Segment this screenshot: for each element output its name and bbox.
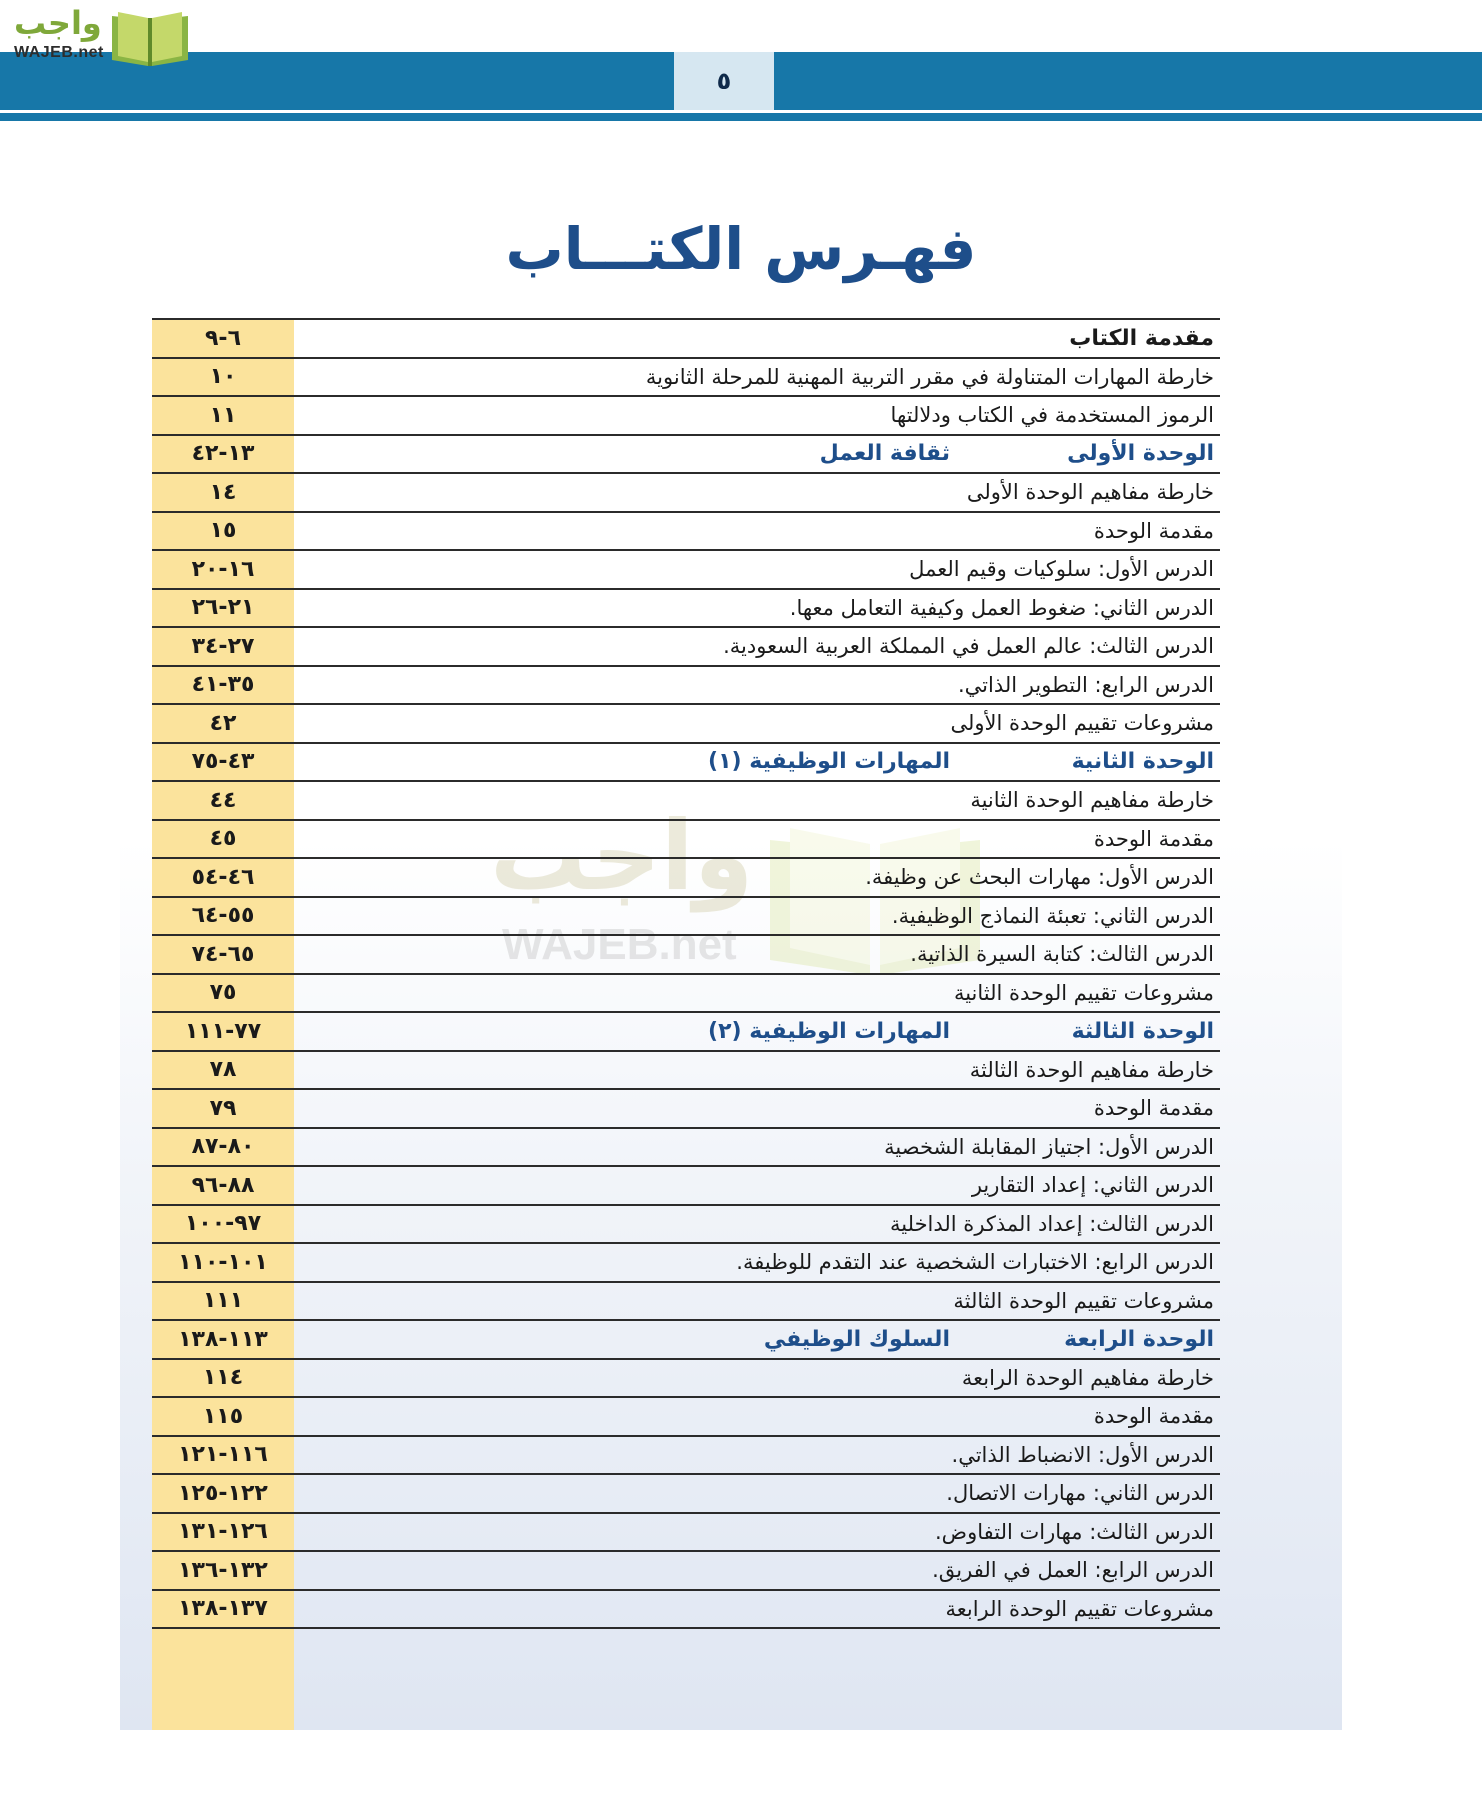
toc-label: خارطة المهارات المتناولة في مقرر التربية المهنية للمرحلة الثانوية xyxy=(645,364,1214,389)
toc-pages: ٤٢ xyxy=(209,710,237,736)
toc-row[interactable] xyxy=(152,511,1220,550)
toc-label: الرموز المستخدمة في الكتاب ودلالتها xyxy=(890,403,1214,428)
toc-label: مشروعات تقييم الوحدة الثالثة xyxy=(953,1288,1214,1313)
logo-text-ar: واجب xyxy=(14,4,102,42)
toc-pages: ١٣-٤٢ xyxy=(191,441,255,467)
toc-row[interactable] xyxy=(152,1358,1220,1397)
watermark-text-en: WAJEB.net xyxy=(502,920,737,969)
toc-label: الدرس الثالث: إعداد المذكرة الداخلية xyxy=(890,1211,1214,1236)
toc-row[interactable] xyxy=(152,1242,1220,1281)
toc-unit-row[interactable] xyxy=(152,434,1220,473)
toc-row[interactable] xyxy=(152,549,1220,588)
toc-unit-name: الوحدة الأولى xyxy=(1067,441,1214,467)
toc-row[interactable] xyxy=(152,896,1220,935)
toc-label: خارطة مفاهيم الوحدة الثانية xyxy=(970,788,1214,813)
toc-row[interactable] xyxy=(152,588,1220,627)
toc-label: الدرس الثالث: مهارات التفاوض. xyxy=(935,1519,1214,1544)
toc-pages: ٣٥-٤١ xyxy=(191,672,255,698)
toc-pages: ١٥ xyxy=(209,518,237,544)
toc-pages: ٧٨ xyxy=(209,1057,237,1083)
toc-pages: ١٤ xyxy=(209,479,237,505)
toc-row[interactable] xyxy=(152,1165,1220,1204)
logo-text-en: WAJEB.net xyxy=(14,44,104,61)
toc-pages: ٢٧-٣٤ xyxy=(191,633,255,659)
toc-label: الدرس الأول: اجتياز المقابلة الشخصية xyxy=(884,1134,1214,1159)
toc-pages: ٤٥ xyxy=(209,826,237,852)
toc-label: خارطة مفاهيم الوحدة الثالثة xyxy=(969,1057,1214,1082)
toc-row[interactable] xyxy=(152,626,1220,665)
toc-unit-topic: المهارات الوظيفية (١) xyxy=(708,749,950,775)
toc-label: الدرس الثاني: ضغوط العمل وكيفية التعامل معها. xyxy=(789,595,1214,620)
toc-unit-name: الوحدة الثانية xyxy=(1071,749,1214,775)
toc-pages: ١١٥ xyxy=(202,1403,244,1429)
toc-row[interactable] xyxy=(152,1550,1220,1589)
toc-pages: ٤٤ xyxy=(209,787,237,813)
toc-pages: ٩٧-١٠٠ xyxy=(184,1211,262,1237)
toc-label: الدرس الأول: سلوكيات وقيم العمل xyxy=(909,557,1214,582)
toc-unit-row[interactable] xyxy=(152,1011,1220,1050)
toc-row[interactable] xyxy=(152,357,1220,396)
toc-pages: ١٢٢-١٢٥ xyxy=(178,1480,268,1506)
toc-label: الدرس الثالث: كتابة السيرة الذاتية. xyxy=(910,942,1214,967)
toc-label: الدرس الرابع: العمل في الفريق. xyxy=(932,1558,1214,1583)
toc-pages: ١٠ xyxy=(209,364,237,390)
toc-row[interactable] xyxy=(152,395,1220,434)
toc-pages: ٤٣-٧٥ xyxy=(191,749,255,775)
toc-pages: ٤٦-٥٤ xyxy=(191,864,255,890)
toc-pages: ١١٦-١٢١ xyxy=(178,1442,268,1468)
toc-unit-name: الوحدة الرابعة xyxy=(1064,1326,1214,1352)
site-logo[interactable] xyxy=(8,4,193,68)
toc-label: مقدمة الوحدة xyxy=(1093,518,1214,543)
toc-pages: ٥٥-٦٤ xyxy=(191,903,255,929)
toc-row[interactable] xyxy=(152,1204,1220,1243)
toc-pages: ١٢٦-١٣١ xyxy=(178,1519,268,1545)
toc-row[interactable] xyxy=(152,703,1220,742)
toc-label: الدرس الثالث: عالم العمل في المملكة العربية السعودية. xyxy=(723,634,1214,659)
toc-row[interactable] xyxy=(152,973,1220,1012)
toc-unit-topic: ثقافة العمل xyxy=(819,441,950,467)
toc-row[interactable] xyxy=(152,1281,1220,1320)
toc-row[interactable] xyxy=(152,1050,1220,1089)
toc-row[interactable] xyxy=(152,665,1220,704)
toc-label: الدرس الأول: مهارات البحث عن وظيفة. xyxy=(865,865,1214,890)
toc-pages: ١٣٢-١٣٦ xyxy=(178,1557,268,1583)
toc-label: خارطة مفاهيم الوحدة الرابعة xyxy=(961,1365,1214,1390)
toc-pages: ١٠١-١١٠ xyxy=(178,1249,268,1275)
toc-label: الدرس الأول: الانضباط الذاتي. xyxy=(951,1442,1214,1467)
toc-unit-topic: المهارات الوظيفية (٢) xyxy=(708,1018,950,1044)
page-title: فهـرس الكتـــاب xyxy=(505,215,977,283)
book-icon xyxy=(108,6,192,68)
toc-label: مقدمة الكتاب xyxy=(1069,325,1214,351)
toc-label: الدرس الرابع: الاختبارات الشخصية عند التقدم للوظيفة. xyxy=(736,1250,1214,1275)
toc-pages: ١١١ xyxy=(202,1288,244,1314)
toc-row[interactable] xyxy=(152,1435,1220,1474)
toc-unit-name: الوحدة الثالثة xyxy=(1071,1018,1214,1044)
toc-pages: ١١ xyxy=(209,402,237,428)
toc-pages: ٢١-٢٦ xyxy=(191,595,255,621)
toc-pages: ٧٧-١١١ xyxy=(184,1018,262,1044)
toc-row[interactable] xyxy=(152,1088,1220,1127)
header-stripe xyxy=(0,113,1482,121)
toc-label: الدرس الرابع: التطوير الذاتي. xyxy=(958,672,1214,697)
toc-row[interactable] xyxy=(152,819,1220,858)
toc-unit-row[interactable] xyxy=(152,1319,1220,1358)
toc-pages: ٧٥ xyxy=(209,980,237,1006)
toc-table xyxy=(152,318,1220,1629)
toc-row[interactable] xyxy=(152,1473,1220,1512)
toc-label: خارطة مفاهيم الوحدة الأولى xyxy=(966,480,1214,505)
toc-pages: ٨٨-٩٦ xyxy=(191,1172,255,1198)
toc-pages: ٦٥-٧٤ xyxy=(191,941,255,967)
toc-row[interactable] xyxy=(152,780,1220,819)
toc-row[interactable] xyxy=(152,1396,1220,1435)
toc-row[interactable] xyxy=(152,857,1220,896)
toc-label: الدرس الثاني: مهارات الاتصال. xyxy=(946,1481,1214,1506)
toc-label: مشروعات تقييم الوحدة الرابعة xyxy=(945,1596,1214,1621)
toc-intro-row[interactable] xyxy=(152,318,1220,357)
toc-pages: ١٣٧-١٣٨ xyxy=(178,1596,268,1622)
toc-label: مقدمة الوحدة xyxy=(1093,1404,1214,1429)
watermark-text-ar: واجب xyxy=(490,800,754,912)
toc-row[interactable] xyxy=(152,1512,1220,1551)
toc-label: مقدمة الوحدة xyxy=(1093,1096,1214,1121)
toc-pages: ١٦-٢٠ xyxy=(191,556,255,582)
page-number: ٥ xyxy=(674,52,774,110)
toc-label: مشروعات تقييم الوحدة الثانية xyxy=(953,980,1214,1005)
toc-label: مشروعات تقييم الوحدة الأولى xyxy=(950,711,1214,736)
toc-pages: ١١٤ xyxy=(202,1365,244,1391)
toc-row[interactable] xyxy=(152,1589,1220,1630)
toc-label: مقدمة الوحدة xyxy=(1093,826,1214,851)
toc-label: الدرس الثاني: تعبئة النماذج الوظيفية. xyxy=(891,903,1214,928)
toc-row[interactable] xyxy=(152,934,1220,973)
toc-pages: ٨٠-٨٧ xyxy=(191,1134,255,1160)
toc-label: الدرس الثاني: إعداد التقارير xyxy=(971,1173,1214,1198)
toc-row[interactable] xyxy=(152,1127,1220,1166)
toc-pages: ١١٣-١٣٨ xyxy=(178,1326,268,1352)
toc-pages: ٧٩ xyxy=(209,1095,237,1121)
toc-pages: ٦-٩ xyxy=(204,325,241,351)
toc-row[interactable] xyxy=(152,472,1220,511)
toc-unit-topic: السلوك الوظيفي xyxy=(763,1326,950,1352)
toc-unit-row[interactable] xyxy=(152,742,1220,781)
